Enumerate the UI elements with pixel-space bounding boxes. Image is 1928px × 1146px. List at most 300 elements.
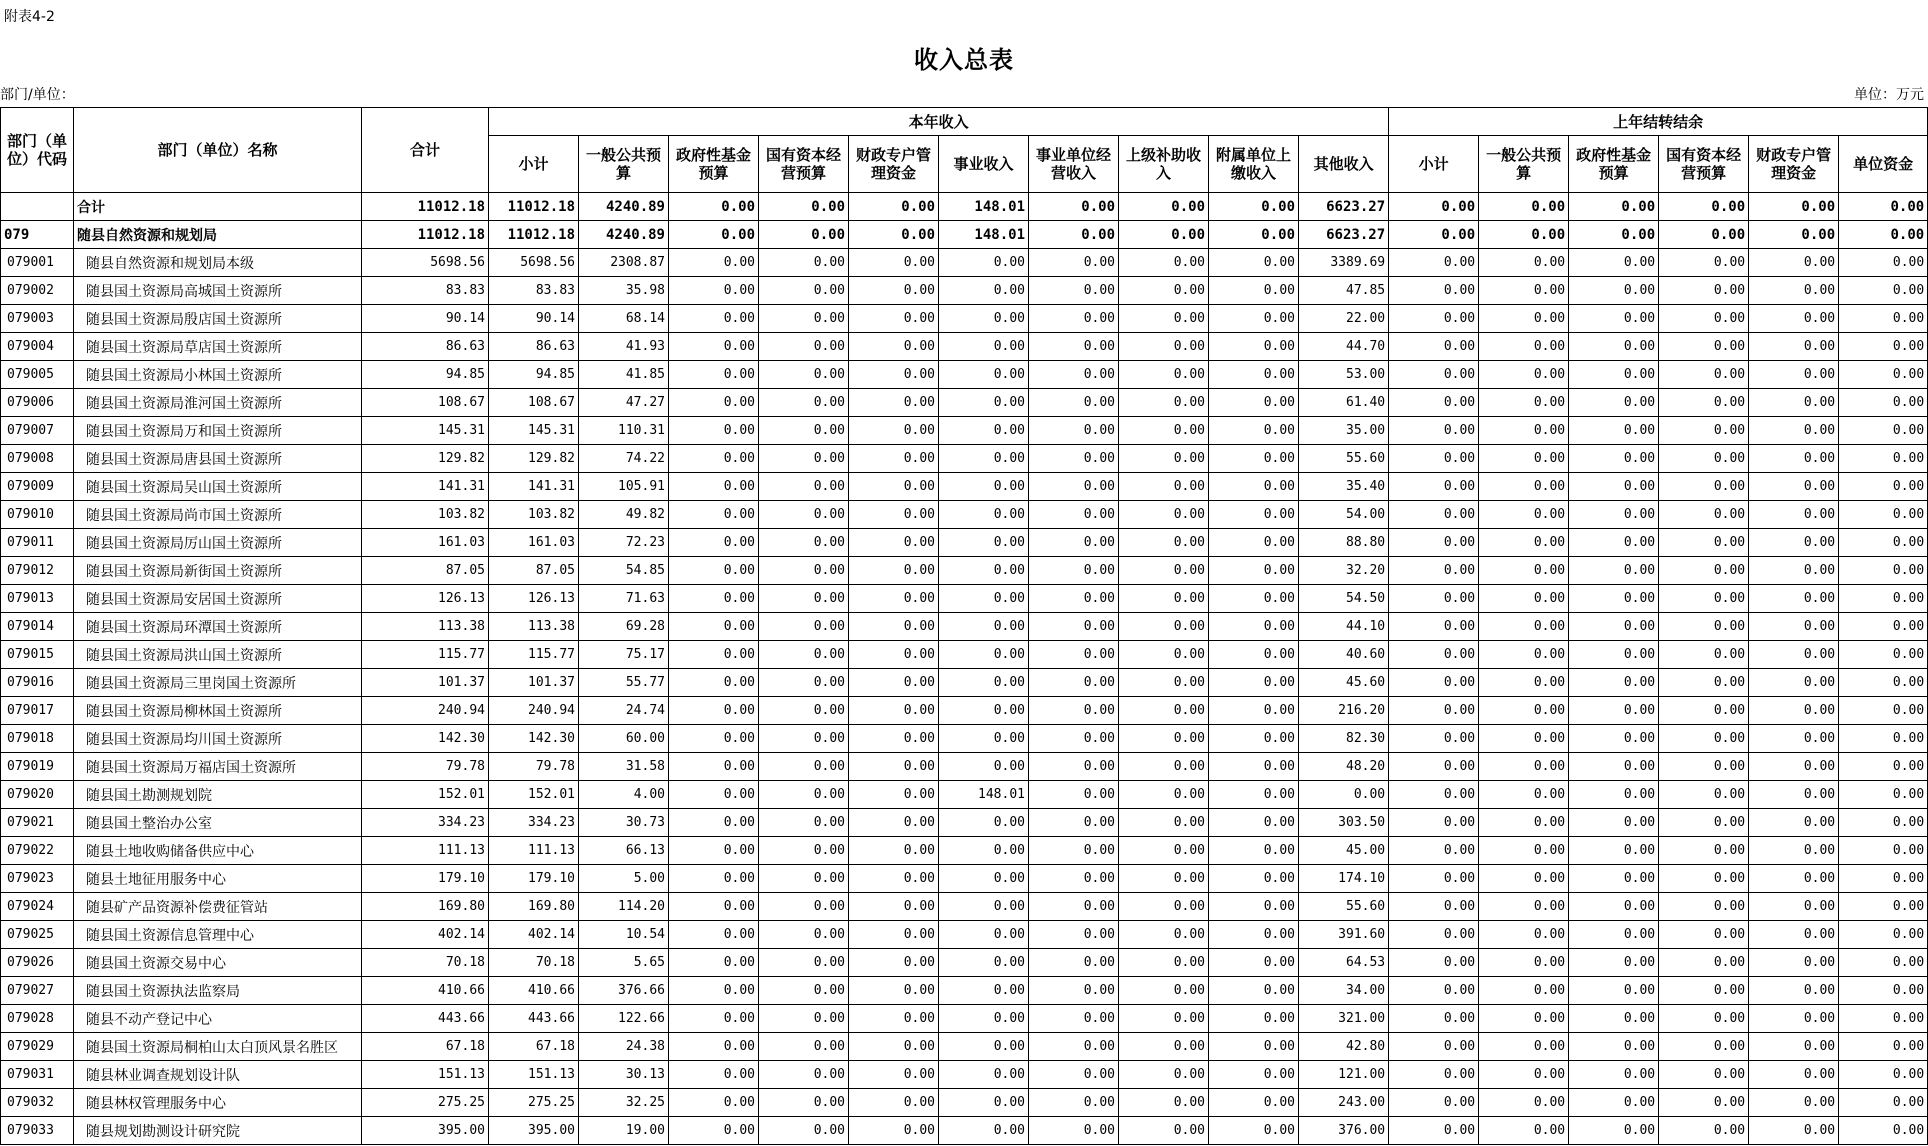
cell-current-value: 0.00 xyxy=(1119,277,1209,305)
cell-prior-value: 0.00 xyxy=(1389,865,1479,893)
col-header-current: 附属单位上缴收入 xyxy=(1209,136,1299,193)
cell-prior-value: 0.00 xyxy=(1569,641,1659,669)
cell-current-value: 0.00 xyxy=(1119,249,1209,277)
cell-prior-value: 0.00 xyxy=(1659,1061,1749,1089)
cell-prior-value: 0.00 xyxy=(1749,949,1839,977)
cell-current-value: 443.66 xyxy=(489,1005,579,1033)
cell-prior-value: 0.00 xyxy=(1389,725,1479,753)
cell-total: 169.80 xyxy=(362,893,489,921)
cell-prior-value: 0.00 xyxy=(1839,669,1928,697)
cell-current-value: 0.00 xyxy=(939,417,1029,445)
cell-current-value: 54.00 xyxy=(1299,501,1389,529)
cell-current-value: 2308.87 xyxy=(579,249,669,277)
cell-total: 101.37 xyxy=(362,669,489,697)
cell-current-value: 105.91 xyxy=(579,473,669,501)
cell-current-value: 0.00 xyxy=(849,1061,939,1089)
cell-prior-value: 0.00 xyxy=(1839,557,1928,585)
cell-total: 141.31 xyxy=(362,473,489,501)
cell-current-value: 0.00 xyxy=(939,1005,1029,1033)
cell-current-value: 0.00 xyxy=(669,977,759,1005)
cell-prior-value: 0.00 xyxy=(1839,809,1928,837)
cell-current-value: 0.00 xyxy=(1029,501,1119,529)
cell-current-value: 0.00 xyxy=(849,585,939,613)
table-row xyxy=(1,977,1928,1005)
cell-current-value: 0.00 xyxy=(849,277,939,305)
cell-prior-value: 0.00 xyxy=(1479,361,1569,389)
cell-current-value: 0.00 xyxy=(759,781,849,809)
cell-total: 111.13 xyxy=(362,837,489,865)
cell-prior-value: 0.00 xyxy=(1569,1005,1659,1033)
cell-current-value: 0.00 xyxy=(759,529,849,557)
cell-current-value: 54.85 xyxy=(579,557,669,585)
cell-code: 079024 xyxy=(1,893,74,921)
table-row xyxy=(1,697,1928,725)
cell-current-value: 0.00 xyxy=(1119,921,1209,949)
cell-prior-value: 0.00 xyxy=(1659,613,1749,641)
cell-name: 随县国土资源局草店国土资源所 xyxy=(74,333,362,361)
cell-prior-value: 0.00 xyxy=(1569,781,1659,809)
cell-current-value: 0.00 xyxy=(759,585,849,613)
cell-current-value: 6623.27 xyxy=(1299,221,1389,249)
cell-current-value: 0.00 xyxy=(1209,473,1299,501)
table-row xyxy=(1,669,1928,697)
cell-current-value: 0.00 xyxy=(849,837,939,865)
cell-prior-value: 0.00 xyxy=(1389,641,1479,669)
cell-current-value: 68.14 xyxy=(579,305,669,333)
cell-prior-value: 0.00 xyxy=(1389,529,1479,557)
cell-prior-value: 0.00 xyxy=(1569,865,1659,893)
cell-current-value: 0.00 xyxy=(1209,837,1299,865)
table-row xyxy=(1,753,1928,781)
unit-label: 单位：万元 xyxy=(1854,87,1924,103)
cell-current-value: 0.00 xyxy=(1029,809,1119,837)
cell-current-value: 402.14 xyxy=(489,921,579,949)
col-header-current: 财政专户管理资金 xyxy=(849,136,939,193)
cell-total: 94.85 xyxy=(362,361,489,389)
cell-current-value: 0.00 xyxy=(759,641,849,669)
cell-prior-value: 0.00 xyxy=(1749,921,1839,949)
table-row xyxy=(1,529,1928,557)
cell-total: 410.66 xyxy=(362,977,489,1005)
cell-current-value: 0.00 xyxy=(939,837,1029,865)
cell-current-value: 111.13 xyxy=(489,837,579,865)
cell-prior-value: 0.00 xyxy=(1479,445,1569,473)
cell-current-value: 0.00 xyxy=(939,473,1029,501)
cell-current-value: 101.37 xyxy=(489,669,579,697)
cell-current-value: 0.00 xyxy=(939,809,1029,837)
cell-current-value: 0.00 xyxy=(849,921,939,949)
cell-current-value: 0.00 xyxy=(1119,837,1209,865)
cell-current-value: 0.00 xyxy=(939,557,1029,585)
cell-code: 079023 xyxy=(1,865,74,893)
cell-current-value: 0.00 xyxy=(849,809,939,837)
cell-current-value: 0.00 xyxy=(669,1033,759,1061)
cell-current-value: 0.00 xyxy=(849,249,939,277)
cell-code: 079006 xyxy=(1,389,74,417)
cell-prior-value: 0.00 xyxy=(1749,697,1839,725)
cell-prior-value: 0.00 xyxy=(1749,809,1839,837)
cell-current-value: 66.13 xyxy=(579,837,669,865)
cell-current-value: 0.00 xyxy=(759,445,849,473)
cell-current-value: 44.10 xyxy=(1299,613,1389,641)
cell-current-value: 47.85 xyxy=(1299,277,1389,305)
cell-current-value: 30.73 xyxy=(579,809,669,837)
cell-current-value: 0.00 xyxy=(939,529,1029,557)
cell-current-value: 0.00 xyxy=(849,305,939,333)
cell-current-value: 6623.27 xyxy=(1299,193,1389,221)
cell-current-value: 83.83 xyxy=(489,277,579,305)
cell-current-value: 0.00 xyxy=(759,1005,849,1033)
cell-prior-value: 0.00 xyxy=(1569,921,1659,949)
cell-prior-value: 0.00 xyxy=(1389,753,1479,781)
cell-prior-value: 0.00 xyxy=(1389,389,1479,417)
cell-prior-value: 0.00 xyxy=(1659,501,1749,529)
cell-prior-value: 0.00 xyxy=(1659,305,1749,333)
cell-prior-value: 0.00 xyxy=(1389,893,1479,921)
cell-current-value: 115.77 xyxy=(489,641,579,669)
cell-prior-value: 0.00 xyxy=(1839,249,1928,277)
cell-current-value: 0.00 xyxy=(849,753,939,781)
cell-prior-value: 0.00 xyxy=(1569,949,1659,977)
cell-current-value: 0.00 xyxy=(1209,613,1299,641)
cell-total: 86.63 xyxy=(362,333,489,361)
cell-current-value: 0.00 xyxy=(1029,305,1119,333)
cell-current-value: 0.00 xyxy=(939,361,1029,389)
cell-current-value: 0.00 xyxy=(939,977,1029,1005)
cell-prior-value: 0.00 xyxy=(1569,753,1659,781)
cell-prior-value: 0.00 xyxy=(1749,585,1839,613)
cell-name: 随县林业调查规划设计队 xyxy=(74,1061,362,1089)
cell-code: 079008 xyxy=(1,445,74,473)
cell-current-value: 45.00 xyxy=(1299,837,1389,865)
cell-current-value: 71.63 xyxy=(579,585,669,613)
table-row xyxy=(1,893,1928,921)
cell-current-value: 0.00 xyxy=(669,641,759,669)
cell-prior-value: 0.00 xyxy=(1569,529,1659,557)
cell-prior-value: 0.00 xyxy=(1479,473,1569,501)
cell-prior-value: 0.00 xyxy=(1569,277,1659,305)
cell-current-value: 0.00 xyxy=(1119,389,1209,417)
cell-prior-value: 0.00 xyxy=(1479,417,1569,445)
cell-prior-value: 0.00 xyxy=(1749,669,1839,697)
cell-prior-value: 0.00 xyxy=(1839,921,1928,949)
cell-current-value: 0.00 xyxy=(1029,669,1119,697)
cell-current-value: 0.00 xyxy=(669,865,759,893)
cell-current-value: 0.00 xyxy=(1299,781,1389,809)
cell-current-value: 41.85 xyxy=(579,361,669,389)
cell-prior-value: 0.00 xyxy=(1839,641,1928,669)
cell-current-value: 0.00 xyxy=(939,333,1029,361)
cell-prior-value: 0.00 xyxy=(1479,249,1569,277)
cell-prior-value: 0.00 xyxy=(1839,193,1928,221)
cell-current-value: 0.00 xyxy=(1119,445,1209,473)
cell-current-value: 0.00 xyxy=(849,1117,939,1145)
cell-current-value: 54.50 xyxy=(1299,585,1389,613)
cell-current-value: 86.63 xyxy=(489,333,579,361)
cell-prior-value: 0.00 xyxy=(1569,473,1659,501)
cell-prior-value: 0.00 xyxy=(1839,865,1928,893)
cell-current-value: 0.00 xyxy=(849,865,939,893)
cell-current-value: 40.60 xyxy=(1299,641,1389,669)
cell-current-value: 108.67 xyxy=(489,389,579,417)
col-header-prior: 一般公共预算 xyxy=(1479,136,1569,193)
cell-current-value: 303.50 xyxy=(1299,809,1389,837)
cell-current-value: 0.00 xyxy=(759,389,849,417)
cell-current-value: 75.17 xyxy=(579,641,669,669)
cell-prior-value: 0.00 xyxy=(1749,1033,1839,1061)
cell-current-value: 0.00 xyxy=(1209,641,1299,669)
cell-prior-value: 0.00 xyxy=(1479,1089,1569,1117)
cell-prior-value: 0.00 xyxy=(1749,1117,1839,1145)
cell-prior-value: 0.00 xyxy=(1839,725,1928,753)
cell-current-value: 0.00 xyxy=(1209,1061,1299,1089)
cell-prior-value: 0.00 xyxy=(1389,305,1479,333)
cell-name: 随县国土资源局高城国土资源所 xyxy=(74,277,362,305)
cell-current-value: 0.00 xyxy=(1119,613,1209,641)
col-header-current: 国有资本经营预算 xyxy=(759,136,849,193)
cell-prior-value: 0.00 xyxy=(1749,725,1839,753)
table-row xyxy=(1,557,1928,585)
cell-current-value: 35.00 xyxy=(1299,417,1389,445)
cell-current-value: 0.00 xyxy=(939,697,1029,725)
cell-total: 334.23 xyxy=(362,809,489,837)
cell-prior-value: 0.00 xyxy=(1569,893,1659,921)
cell-prior-value: 0.00 xyxy=(1389,921,1479,949)
cell-current-value: 243.00 xyxy=(1299,1089,1389,1117)
cell-prior-value: 0.00 xyxy=(1389,809,1479,837)
cell-prior-value: 0.00 xyxy=(1479,585,1569,613)
cell-current-value: 0.00 xyxy=(1209,921,1299,949)
cell-prior-value: 0.00 xyxy=(1749,193,1839,221)
cell-current-value: 0.00 xyxy=(939,669,1029,697)
cell-prior-value: 0.00 xyxy=(1659,333,1749,361)
cell-current-value: 0.00 xyxy=(1029,557,1119,585)
cell-prior-value: 0.00 xyxy=(1659,949,1749,977)
cell-current-value: 0.00 xyxy=(759,1033,849,1061)
cell-prior-value: 0.00 xyxy=(1479,305,1569,333)
cell-prior-value: 0.00 xyxy=(1389,585,1479,613)
cell-prior-value: 0.00 xyxy=(1479,697,1569,725)
cell-prior-value: 0.00 xyxy=(1569,1033,1659,1061)
cell-name: 随县国土资源局尚市国土资源所 xyxy=(74,501,362,529)
cell-current-value: 0.00 xyxy=(759,305,849,333)
cell-current-value: 49.82 xyxy=(579,501,669,529)
cell-prior-value: 0.00 xyxy=(1569,725,1659,753)
cell-current-value: 0.00 xyxy=(669,613,759,641)
col-header-prior: 财政专户管理资金 xyxy=(1749,136,1839,193)
cell-name: 随县国土资源局新街国土资源所 xyxy=(74,557,362,585)
cell-current-value: 0.00 xyxy=(1029,361,1119,389)
cell-prior-value: 0.00 xyxy=(1659,473,1749,501)
cell-prior-value: 0.00 xyxy=(1479,1033,1569,1061)
cell-current-value: 0.00 xyxy=(939,501,1029,529)
cell-name: 随县国土资源局桐柏山太白顶风景名胜区 xyxy=(74,1033,362,1061)
cell-prior-value: 0.00 xyxy=(1659,921,1749,949)
cell-current-value: 69.28 xyxy=(579,613,669,641)
table-row xyxy=(1,641,1928,669)
cell-prior-value: 0.00 xyxy=(1389,221,1479,249)
cell-total: 108.67 xyxy=(362,389,489,417)
cell-code: 079015 xyxy=(1,641,74,669)
cell-prior-value: 0.00 xyxy=(1659,865,1749,893)
col-header-current: 事业单位经营收入 xyxy=(1029,136,1119,193)
col-header-current: 小计 xyxy=(489,136,579,193)
cell-current-value: 0.00 xyxy=(939,1061,1029,1089)
col-header-prior: 政府性基金预算 xyxy=(1569,136,1659,193)
cell-current-value: 0.00 xyxy=(1029,837,1119,865)
cell-prior-value: 0.00 xyxy=(1749,893,1839,921)
cell-current-value: 0.00 xyxy=(1209,529,1299,557)
cell-current-value: 0.00 xyxy=(1209,1033,1299,1061)
cell-current-value: 0.00 xyxy=(1029,221,1119,249)
cell-prior-value: 0.00 xyxy=(1749,557,1839,585)
cell-current-value: 0.00 xyxy=(759,333,849,361)
cell-prior-value: 0.00 xyxy=(1389,669,1479,697)
cell-current-value: 32.25 xyxy=(579,1089,669,1117)
cell-prior-value: 0.00 xyxy=(1389,277,1479,305)
group-header-current-year: 本年收入 xyxy=(489,108,1389,136)
cell-current-value: 0.00 xyxy=(669,473,759,501)
cell-code: 079004 xyxy=(1,333,74,361)
cell-current-value: 0.00 xyxy=(1119,361,1209,389)
cell-prior-value: 0.00 xyxy=(1569,333,1659,361)
cell-prior-value: 0.00 xyxy=(1749,865,1839,893)
cell-prior-value: 0.00 xyxy=(1749,781,1839,809)
table-row xyxy=(1,445,1928,473)
cell-current-value: 376.66 xyxy=(579,977,669,1005)
cell-current-value: 0.00 xyxy=(849,893,939,921)
table-row xyxy=(1,949,1928,977)
cell-current-value: 0.00 xyxy=(1119,725,1209,753)
cell-prior-value: 0.00 xyxy=(1569,669,1659,697)
cell-prior-value: 0.00 xyxy=(1749,277,1839,305)
col-header-current: 其他收入 xyxy=(1299,136,1389,193)
cell-name: 随县国土资源局洪山国土资源所 xyxy=(74,641,362,669)
cell-current-value: 0.00 xyxy=(759,949,849,977)
cell-current-value: 0.00 xyxy=(849,641,939,669)
cell-current-value: 64.53 xyxy=(1299,949,1389,977)
cell-current-value: 0.00 xyxy=(669,249,759,277)
cell-prior-value: 0.00 xyxy=(1569,557,1659,585)
cell-prior-value: 0.00 xyxy=(1389,417,1479,445)
cell-prior-value: 0.00 xyxy=(1749,221,1839,249)
cell-prior-value: 0.00 xyxy=(1839,277,1928,305)
cell-name: 随县国土资源局环潭国土资源所 xyxy=(74,613,362,641)
cell-current-value: 0.00 xyxy=(1029,333,1119,361)
cell-prior-value: 0.00 xyxy=(1659,585,1749,613)
cell-total: 142.30 xyxy=(362,725,489,753)
cell-code: 079012 xyxy=(1,557,74,585)
cell-prior-value: 0.00 xyxy=(1479,977,1569,1005)
cell-current-value: 0.00 xyxy=(759,921,849,949)
cell-total: 161.03 xyxy=(362,529,489,557)
cell-prior-value: 0.00 xyxy=(1749,389,1839,417)
cell-prior-value: 0.00 xyxy=(1749,837,1839,865)
cell-current-value: 0.00 xyxy=(669,585,759,613)
cell-prior-value: 0.00 xyxy=(1749,641,1839,669)
cell-name: 随县国土资源局淮河国土资源所 xyxy=(74,389,362,417)
table-row xyxy=(1,473,1928,501)
cell-code: 079032 xyxy=(1,1089,74,1117)
cell-name: 随县矿产品资源补偿费征管站 xyxy=(74,893,362,921)
cell-prior-value: 0.00 xyxy=(1569,445,1659,473)
cell-prior-value: 0.00 xyxy=(1839,389,1928,417)
cell-current-value: 0.00 xyxy=(669,1117,759,1145)
cell-current-value: 0.00 xyxy=(1119,529,1209,557)
cell-current-value: 0.00 xyxy=(1029,529,1119,557)
cell-current-value: 0.00 xyxy=(1119,1117,1209,1145)
cell-current-value: 0.00 xyxy=(1119,641,1209,669)
table-row xyxy=(1,1033,1928,1061)
cell-current-value: 0.00 xyxy=(849,977,939,1005)
cell-current-value: 0.00 xyxy=(1209,557,1299,585)
cell-prior-value: 0.00 xyxy=(1839,221,1928,249)
attachment-label: 附表4-2 xyxy=(4,9,55,25)
table-row xyxy=(1,1061,1928,1089)
cell-prior-value: 0.00 xyxy=(1749,501,1839,529)
cell-current-value: 410.66 xyxy=(489,977,579,1005)
cell-name: 随县自然资源和规划局本级 xyxy=(74,249,362,277)
cell-total: 83.83 xyxy=(362,277,489,305)
cell-current-value: 0.00 xyxy=(1119,1089,1209,1117)
cell-current-value: 0.00 xyxy=(1209,893,1299,921)
cell-current-value: 42.80 xyxy=(1299,1033,1389,1061)
cell-total: 67.18 xyxy=(362,1033,489,1061)
cell-current-value: 0.00 xyxy=(1119,893,1209,921)
group-header-prior-year: 上年结转结余 xyxy=(1389,108,1928,136)
cell-current-value: 0.00 xyxy=(939,725,1029,753)
cell-current-value: 169.80 xyxy=(489,893,579,921)
cell-prior-value: 0.00 xyxy=(1749,249,1839,277)
cell-prior-value: 0.00 xyxy=(1389,837,1479,865)
cell-prior-value: 0.00 xyxy=(1569,1061,1659,1089)
cell-prior-value: 0.00 xyxy=(1659,725,1749,753)
cell-current-value: 0.00 xyxy=(939,893,1029,921)
cell-code: 079021 xyxy=(1,809,74,837)
cell-prior-value: 0.00 xyxy=(1389,613,1479,641)
table-row xyxy=(1,781,1928,809)
cell-prior-value: 0.00 xyxy=(1659,837,1749,865)
cell-current-value: 0.00 xyxy=(1209,221,1299,249)
cell-current-value: 0.00 xyxy=(849,361,939,389)
cell-prior-value: 0.00 xyxy=(1479,221,1569,249)
table-row xyxy=(1,809,1928,837)
table-row xyxy=(1,1117,1928,1145)
cell-current-value: 31.58 xyxy=(579,753,669,781)
cell-name: 随县土地收购储备供应中心 xyxy=(74,837,362,865)
cell-current-value: 0.00 xyxy=(1209,669,1299,697)
cell-current-value: 0.00 xyxy=(1119,501,1209,529)
cell-current-value: 0.00 xyxy=(759,669,849,697)
cell-current-value: 0.00 xyxy=(1029,977,1119,1005)
cell-current-value: 0.00 xyxy=(849,473,939,501)
cell-prior-value: 0.00 xyxy=(1479,669,1569,697)
cell-current-value: 0.00 xyxy=(939,445,1029,473)
cell-current-value: 0.00 xyxy=(669,809,759,837)
cell-prior-value: 0.00 xyxy=(1659,529,1749,557)
cell-current-value: 0.00 xyxy=(1119,781,1209,809)
cell-current-value: 0.00 xyxy=(1029,781,1119,809)
cell-prior-value: 0.00 xyxy=(1659,389,1749,417)
cell-current-value: 35.40 xyxy=(1299,473,1389,501)
cell-current-value: 0.00 xyxy=(669,669,759,697)
cell-prior-value: 0.00 xyxy=(1479,1005,1569,1033)
cell-prior-value: 0.00 xyxy=(1749,1089,1839,1117)
cell-current-value: 0.00 xyxy=(759,501,849,529)
cell-name: 随县自然资源和规划局 xyxy=(74,221,362,249)
cell-prior-value: 0.00 xyxy=(1389,473,1479,501)
cell-total: 395.00 xyxy=(362,1117,489,1145)
